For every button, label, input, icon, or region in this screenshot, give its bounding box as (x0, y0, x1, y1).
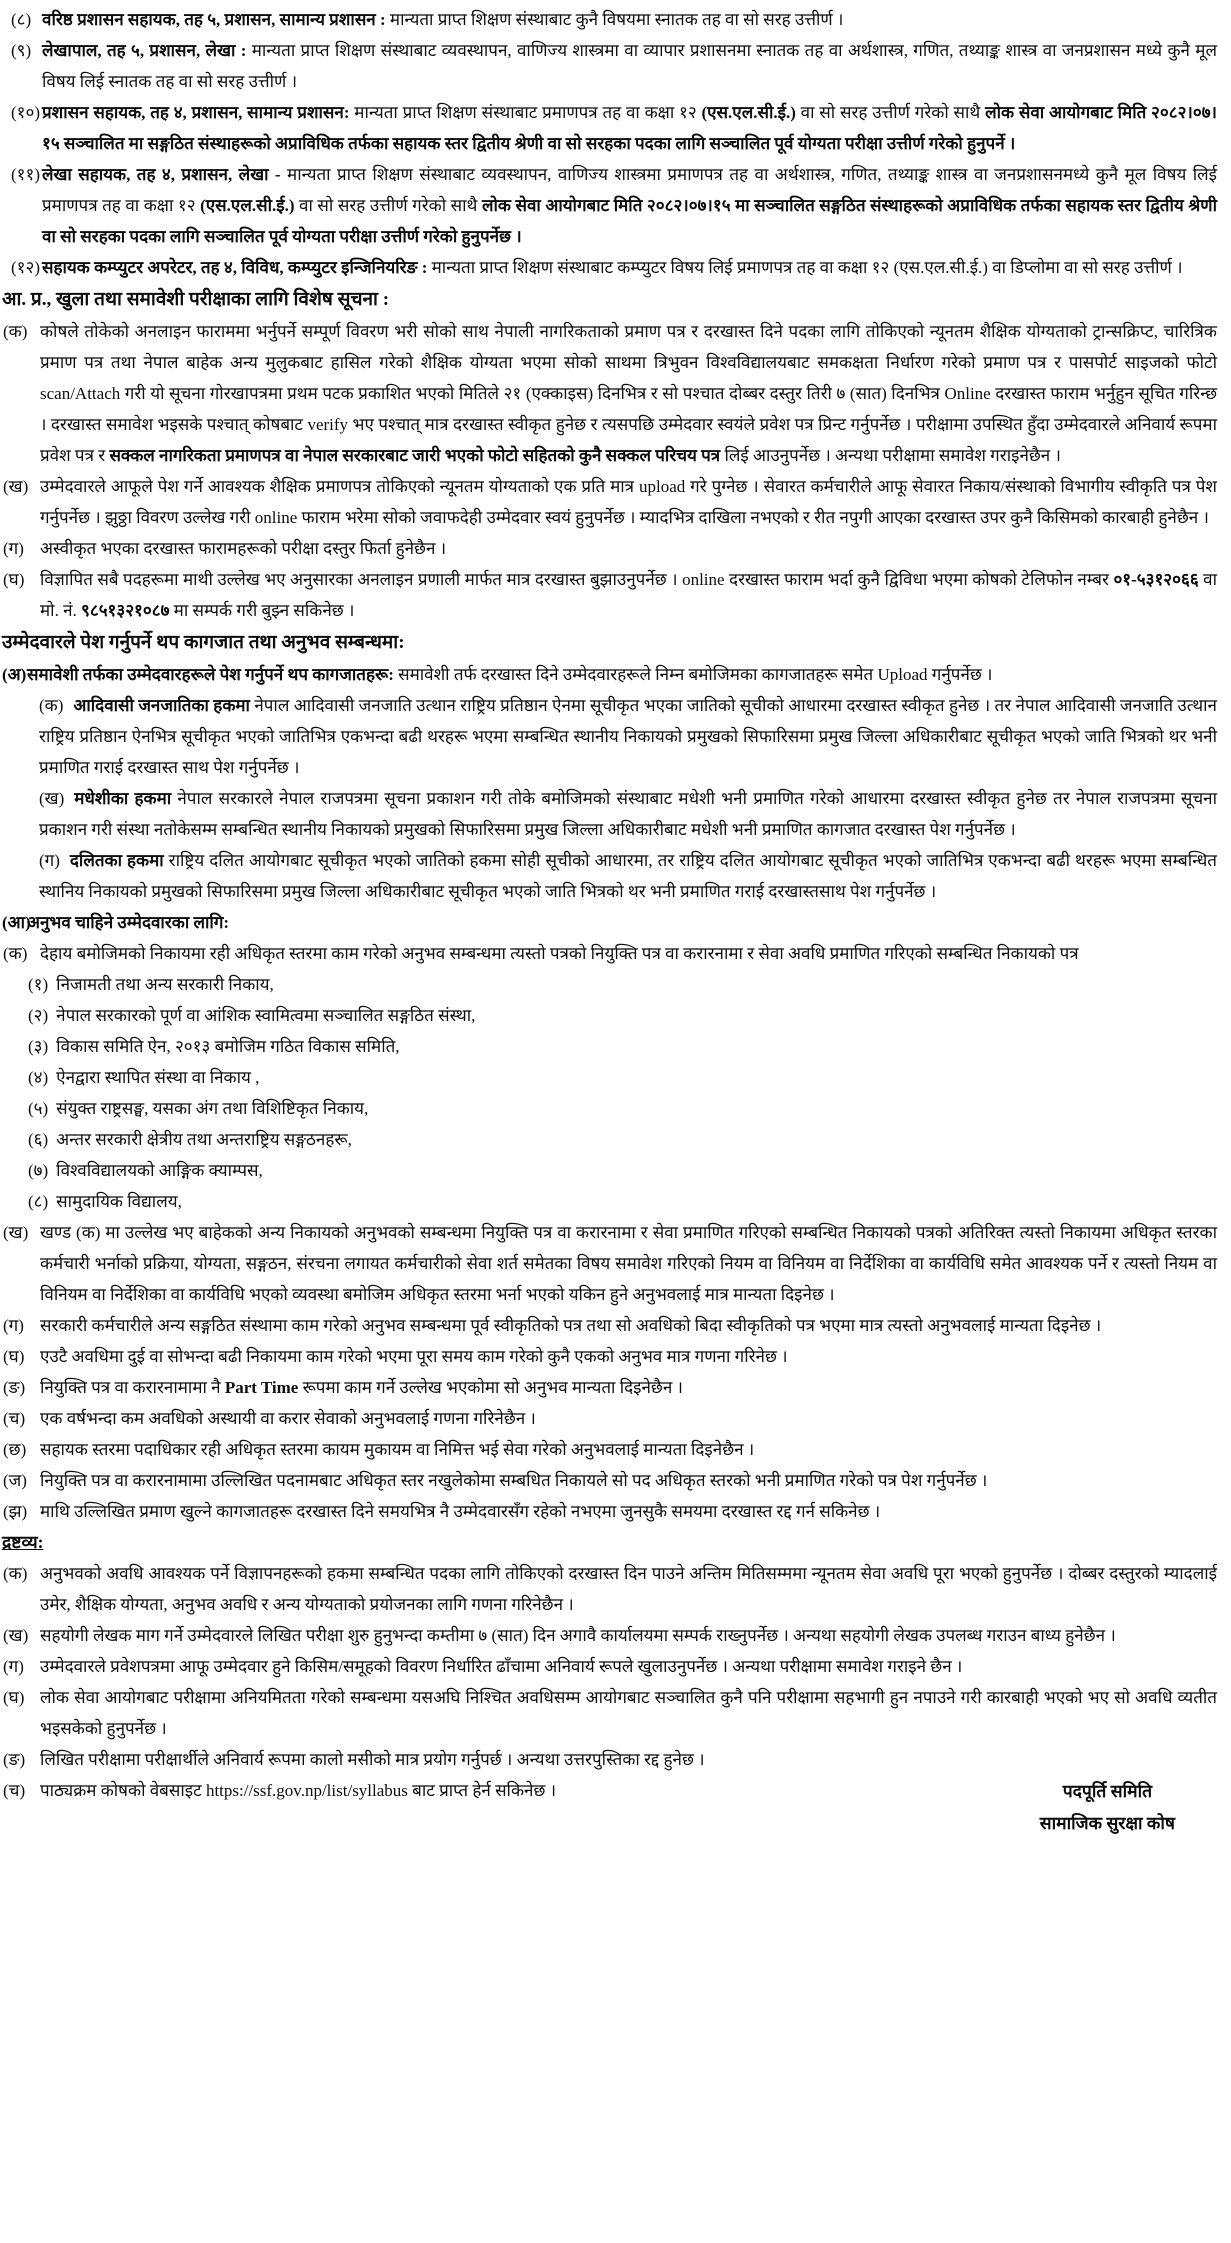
item-marker: (७) (28, 1161, 49, 1180)
list-item (2, 1155, 1217, 1186)
text-run: माथि उल्लिखित प्रमाण खुल्ने कागजातहरू दरखास्त दिने समयभित्र नै उम्मेदवारसँग रहेको नभएमा जुनसुकै समयमा दरखास्त रद्द गर्न सकिनेछ । (40, 1502, 881, 1521)
signature-line-1: पदपूर्ति समिति (1062, 1781, 1153, 1801)
text-run: लोक सेवा आयोगबाट मिति २०८२।०७।१५ सञ्चालित मा सङ्गठित संस्थाहरूको अप्राविधिक तर्फका सहायक स्तर द्वितीय श्रेणी वा सो सरहका पदका लागि सञ्चालित पूर्व योग्यता परीक्षा उत्तीर्ण गरेको हुनुपर्ने । (42, 103, 1217, 153)
text-run: Part Time (224, 1378, 299, 1397)
text-run: सहायक कम्प्युटर अपरेटर, तह ४, विविध, कम्प्युटर इन्जिनियरिङ : (42, 258, 432, 277)
list-item (2, 1093, 1217, 1124)
item-marker: (१२) (11, 258, 41, 277)
item-marker: (६) (28, 1130, 49, 1149)
item-marker: (घ) (3, 570, 25, 589)
text-run: वा मो. नं. (40, 570, 1218, 620)
text-run: मान्यता प्राप्त शिक्षण संस्थाबाट व्यवस्थापन, वाणिज्य शास्त्रमा वा व्यापार प्रशासनमा स्नातक तह वा अर्थशास्त्र, गणित, तथ्याङ्क शास्त्र वा जनप्रशासन मध्ये कुनै मूल विषय लिई स्नातक तह वा सो सरह उत्तीर्ण । (42, 41, 1217, 91)
text-run: लोक सेवा आयोगबाट मिति २०८२।०७।१५ मा सञ्चालित सङ्गठित संस्थाहरूको अप्राविधिक तर्फका सहायक स्तर द्वितीय श्रेणी वा सो सरहका पदका लागि सञ्चालित पूर्व योग्यता परीक्षा उत्तीर्ण गरेको हुनुपर्नेछ । (42, 196, 1217, 246)
text-run: मान्यता प्राप्त शिक्षण संस्थाबाट प्रमाणपत्र तह वा कक्षा १२ (354, 103, 702, 122)
list-item (2, 1651, 1217, 1682)
list-item (2, 659, 1217, 690)
text-run: द्रष्टव्य: (2, 1532, 44, 1552)
list-item (2, 1496, 1217, 1527)
item-marker: (घ) (3, 1688, 25, 1707)
list-item (2, 969, 1217, 1000)
text-run: नेपाल सरकारको पूर्ण वा आंशिक स्वामित्वमा सञ्चालित सङ्गठित संस्था, (56, 1006, 476, 1025)
text-run: लेखापाल, तह ५, प्रशासन, लेखा : (42, 41, 252, 60)
text-run: एउटै अवधिमा दुई वा सोभन्दा बढी निकायमा काम गरेको भएमा पूरा समय काम गरेको कुनै एकको अनुभव मात्र गणना गरिनेछ । (40, 1347, 788, 1366)
text-run: कोषले तोकेको अनलाइन फाराममा भर्नुपर्ने सम्पूर्ण विवरण भरी सोको साथ नेपाली नागरिकताको प्रमाण पत्र र दरखास्त दिने पदका लागि तोकिएको न्यूनतम शैक्षिक योग्यताको ट्रान्सक्रिप्ट, चारित्रिक प्रमाण पत्र तथा नेपाल बाहेक अन्य मुलुकबाट हासिल गरेको शैक्षिक योग्यता भएमा सोको साथमा त्रिभुवन विश्वविद्यालयबाट समकक्षता निर्धारण गरेको प्रमाण पत्र र पासपोर्ट साइजको फोटो scan/Attach गरी यो सूचना गोरखापत्रमा प्रथम पटक प्रकाशित भएको मितिले २१ (एक्काइस) दिनभित्र र सो पश्चात दोब्बर दस्तुर तिरी ७ (सात) दिनभित्र Online दरखास्त फाराम भर्नुहुन सूचित गरिन्छ । दरखास्त समावेश भइसके पश्चात् कोषबाट verify भए पश्चात् मात्र दरखास्त स्वीकृत हुनेछ र त्यसपछि उम्मेदवार स्वयंले प्रवेश पत्र प्रिन्ट गर्नुपर्नेछ । परीक्षामा उपस्थित हुँदा उम्मेदवारले अनिवार्य रूपमा प्रवेश पत्र र (40, 322, 1217, 465)
item-marker: (१०) (11, 103, 41, 122)
text-run: सहयोगी लेखक माग गर्ने उम्मेदवारले लिखित परीक्षा शुरु हुनुभन्दा कम्तीमा ७ (सात) दिन अगावै कार्यालयमा सम्पर्क राख्नुपर्नेछ । अन्यथा सहयोगी लेखक उपलब्ध गराउन बाध्य हुनेछैन । (40, 1626, 1116, 1645)
list-item (2, 1558, 1217, 1620)
text-run: सहायक स्तरमा पदाधिकार रही अधिकृत स्तरमा कायम मुकायम वा निमित्त भई सेवा गरेको अनुभवलाई मान्यता दिइनेछैन । (40, 1440, 755, 1459)
list-item (2, 1310, 1217, 1341)
item-marker: (छ) (3, 1440, 27, 1459)
list-item (2, 938, 1217, 969)
text-run: नेपाल सरकारले नेपाल राजपत्रमा सूचना प्रकाशन गरी तोके बमोजिमको संस्थाबाट मधेशी भनी प्रमाणित गरेको आधारमा दरखास्त स्वीकृत हुनेछ तर नेपाल राजपत्रमा सूचना प्रकाशन गरी संस्था नतोकेसम्म सम्बन्धित स्थानीय निकायको प्रमुखको सिफारिसमा प्रमुख जिल्ला अधिकारीबाट मधेशी भनी प्रमाणित कागजात दरखास्त पेश गर्नुपर्नेछ । (39, 789, 1217, 839)
text-run: एक वर्षभन्दा कम अवधिको अस्थायी वा करार सेवाको अनुभवलाई गणना गरिनेछैन । (40, 1409, 536, 1428)
item-marker: (८) (28, 1192, 49, 1211)
list-item (2, 252, 1217, 283)
text-run: अन्तर सरकारी क्षेत्रीय तथा अन्तराष्ट्रिय सङ्गठनहरू, (56, 1130, 352, 1149)
list-item (2, 783, 1217, 845)
item-marker: (११) (11, 165, 41, 184)
item-marker: (ग) (3, 1316, 24, 1335)
item-marker: (ख) (3, 1223, 29, 1242)
text-run: संयुक्त राष्ट्रसङ्घ, यसका अंग तथा विशिष्टिकृत निकाय, (56, 1099, 369, 1118)
item-marker: (ख) (3, 477, 29, 496)
text-run: पाठ्यक्रम कोषको वेबसाइट (40, 1781, 206, 1800)
text-run: नियुक्ति पत्र वा करारनामामा उल्लिखित पदनामबाट अधिकृत स्तर नखुलेकोमा सम्बधित निकायले सो पद अधिकृत स्तरको भनी प्रमाणित गरेको पत्र पेश गर्नुपर्नेछ । (40, 1471, 988, 1490)
list-item (2, 1124, 1217, 1155)
item-marker: (५) (28, 1099, 49, 1118)
item-marker: (८) (11, 10, 32, 29)
item-marker: (ङ) (3, 1378, 26, 1397)
syllabus-url: https://ssf.gov.np/list/syllabus (205, 1781, 408, 1800)
item-marker: (झ) (3, 1502, 28, 1521)
list-item (2, 1031, 1217, 1062)
list-item (2, 1434, 1217, 1465)
text-run: सरकारी कर्मचारीले अन्य सङ्गठित संस्थामा काम गरेको अनुभव सम्बन्धमा पूर्व स्वीकृतिको पत्र तथा सो अवधिको बिदा स्वीकृतिको पत्र भएमा मात्र त्यस्तो अनुभवलाई मान्यता दिइनेछ । (40, 1316, 1102, 1335)
text-run: (एस.एल.सी.ई.) (701, 103, 796, 122)
item-marker: (ग) (3, 539, 24, 558)
text-run: मान्यता प्राप्त शिक्षण संस्थाबाट कम्प्युटर विषय लिई प्रमाणपत्र तह वा कक्षा १२ (एस.एल.सी.ई.) वा डिप्लोमा वा सो सरह उत्तीर्ण । (431, 258, 1183, 277)
list-item (2, 471, 1217, 533)
section-heading (2, 626, 1217, 659)
item-marker: (९) (11, 41, 32, 60)
list-item (2, 159, 1217, 252)
item-marker: (ख) (3, 1626, 29, 1645)
item-marker: (आ) (2, 913, 31, 932)
list-item (2, 1620, 1217, 1651)
list-item (2, 1465, 1217, 1496)
list-item (2, 1341, 1217, 1372)
text-run: नेपाल आदिवासी जनजाति उत्थान राष्ट्रिय प्रतिष्ठान ऐनमा सूचीकृत भएका जातिको सूचीको आधारमा दरखास्त स्वीकृत हुनेछ । तर नेपाल आदिवासी जनजाति उत्थान राष्ट्रिय प्रतिष्ठान ऐनभित्र सूचीकृत भएको जातिभित्र एकभन्दा बढी थरहरू भएमा सम्बन्धित स्थानीय निकायको प्रमुखको सिफारिसमा प्रमुख जिल्ला अधिकारीबाट सूचीकृत भएको जाति भित्रको थर भनी प्रमाणित गराई दरखास्त साथ पेश गर्नुपर्नेछ । (39, 696, 1217, 777)
text-run: अनुभवको अवधि आवश्यक पर्ने विज्ञापनहरूको हकमा सम्बन्धित पदका लागि तोकिएको दरखास्त दिन पाउने अन्तिम मितिसम्ममा न्यूनतम सेवा अवधि पूरा भएको हुनुपर्नेछ । दोब्बर दस्तुरको म्यादलाई उमेर, शैक्षिक योग्यता, अनुभव अवधि र अन्य योग्यताको प्रयोजनका लागि गणना गरिनेछैन । (40, 1564, 1217, 1614)
text-run: लोक सेवा आयोगबाट परीक्षामा अनियमितता गरेको सम्बन्धमा यसअघि निश्चित अवधिसम्म आयोगबाट सञ्चालित कुनै पनि परीक्षामा सहभागी हुन नपाउने गरी कारबाही भएको भए सो अवधि व्यतीत भइसकेको हुनुपर्नेछ । (40, 1688, 1217, 1738)
text-run: प्रशासन सहायक, तह ४, प्रशासन, सामान्य प्रशासन: (42, 103, 355, 122)
text-run: वा सो सरह उत्तीर्ण गरेको साथै (795, 103, 986, 122)
text-run: मधेशीका हकमा (74, 789, 178, 808)
item-marker: (ख) (39, 789, 65, 808)
text-run: रूपमा काम गर्ने उल्लेख भएकोमा सो अनुभव मान्यता दिइनेछैन । (298, 1378, 683, 1397)
list-item (2, 1775, 1217, 1806)
item-marker: (क) (3, 1564, 28, 1583)
list-item (2, 907, 1217, 938)
text-run: विकास समिति ऐन, २०१३ बमोजिम गठित विकास समिति, (56, 1037, 400, 1056)
item-marker: (च) (3, 1781, 26, 1800)
item-marker: (ज) (3, 1471, 27, 1490)
section-heading (2, 283, 1217, 316)
text-run: लेखा सहायक, तह ४, प्रशासन, लेखा - (42, 165, 288, 184)
list-item (2, 845, 1217, 907)
list-item (2, 1403, 1217, 1434)
text-run: समावेशी तर्फ दरखास्त दिने उम्मेदवारहरूले निम्न बमोजिमका कागजातहरू समेत Upload गर्नुपर्नेछ । (398, 665, 993, 684)
text-run: नियुक्ति पत्र वा करारनामामा नै (40, 1378, 225, 1397)
item-marker: (ङ) (3, 1750, 26, 1769)
item-marker: (१) (28, 975, 49, 994)
item-marker: (४) (28, 1068, 49, 1087)
item-marker: (३) (28, 1037, 49, 1056)
text-run: मा सम्पर्क गरी बुझ्न सकिनेछ । (169, 601, 355, 620)
text-run: उम्मेदवारले प्रवेशपत्रमा आफू उम्मेदवार हुने किसिम/समूहको विवरण निर्धारित ढाँचामा अनिवार्य रूपले खुलाउनुपर्नेछ । अन्यथा परीक्षामा समावेश गराइने छैन । (40, 1657, 963, 1676)
list-item (2, 4, 1217, 35)
text-run: लिई आउनुपर्नेछ । अन्यथा परीक्षामा समावेश गराइनेछैन । (720, 446, 1061, 465)
text-run: आ. प्र., खुला तथा समावेशी परीक्षाका लागि विशेष सूचना : (2, 289, 390, 310)
signature-line-2: सामाजिक सुरक्षा कोष (1039, 1813, 1175, 1833)
text-run: आदिवासी जनजातिका हकमा (73, 696, 255, 715)
text-run: देहाय बमोजिमको निकायमा रही अधिकृत स्तरमा काम गरेको अनुभव सम्बन्धमा त्यस्तो पत्रको नियुक्ति पत्र वा करारनामा र सेवा अवधि प्रमाणित गरिएको सम्बन्धित निकायको पत्र (40, 944, 1079, 963)
list-item (2, 1372, 1217, 1403)
list-item (2, 1744, 1217, 1775)
text-run: विज्ञापित सबै पदहरूमा माथी उल्लेख भए अनुसारका अनलाइन प्रणाली मार्फत मात्र दरखास्त बुझाउनुपर्नेछ । online दरखास्त फाराम भर्दा कुनै द्विविधा भएमा कोषको टेलिफोन नम्बर (40, 570, 1114, 589)
item-marker: (क) (39, 696, 64, 715)
text-run: मान्यता प्राप्त शिक्षण संस्थाबाट व्यवस्थापन, वाणिज्य शास्त्रमा प्रमाणपत्र तह वा अर्थशास्त्र, गणित, तथ्याङ्क शास्त्र वा जनप्रशासनमध्ये कुनै मूल विषय लिई प्रमाणपत्र तह वा कक्षा १२ (42, 165, 1218, 215)
item-marker: (च) (3, 1409, 26, 1428)
text-run: सामुदायिक विद्यालय, (56, 1192, 182, 1211)
list-item (2, 35, 1217, 97)
item-marker: (२) (28, 1006, 49, 1025)
item-marker: (अ) (2, 665, 27, 684)
text-run: वा सो सरह उत्तीर्ण गरेको साथै (294, 196, 482, 215)
text-run: उम्मेदवारले पेश गर्नुपर्ने थप कागजात तथा अनुभव सम्बन्धमा: (2, 632, 405, 653)
item-marker: (ग) (3, 1657, 24, 1676)
list-item (2, 533, 1217, 564)
text-run: (एस.एल.सी.ई.) (200, 196, 295, 215)
list-item (2, 1217, 1217, 1310)
text-run: मान्यता प्राप्त शिक्षण संस्थाबाट कुनै विषयमा स्नातक तह वा सो सरह उत्तीर्ण । (389, 10, 844, 29)
text-run: अनुभव चाहिने उम्मेदवारका लागि: (27, 913, 230, 932)
item-marker: (घ) (3, 1347, 25, 1366)
text-run: राष्ट्रिय दलित आयोगबाट सूचीकृत भएको जातिको हकमा सोही सूचीको आधारमा, तर राष्ट्रिय दलित आयोगबाट सूचीकृत भएको जातिभित्र एकभन्दा बढी थरहरू भएमा सम्बन्धित स्थानिय निकायको प्रमुखको सिफारिसमा प्रमुख जिल्ला अधिकारीबाट सूचीकृत भएको जाति भित्रको थर भनी प्रमाणित गराई दरखास्तसाथ पेश गर्नुपर्नेछ । (39, 851, 1217, 901)
text-run: दलितका हकमा (69, 851, 169, 870)
text-run: उम्मेदवारले आफूले पेश गर्ने आवश्यक शैक्षिक प्रमाणपत्र तोकिएको न्यूनतम योग्यताको एक प्रति मात्र upload गरे पुग्नेछ । सेवारत कर्मचारीले आफू सेवारत निकाय/संस्थाको विभागीय स्वीकृति पत्र पेश गर्नुपर्नेछ । झुठ्ठा विवरण उल्लेख गरी online फाराम भरेमा सोको जवाफदेही उम्मेदवार स्वयं हुनुपर्नेछ । म्यादभित्र दाखिला नभएको र रीत नपुगी आएका दरखास्त उपर कुनै किसिमको कारबाही हुनेछैन । (40, 477, 1217, 527)
list-item (2, 690, 1217, 783)
item-marker: (ग) (39, 851, 60, 870)
list-item (2, 1682, 1217, 1744)
list-item (2, 564, 1217, 626)
text-run: सक्कल नागरिकता प्रमाणपत्र वा नेपाल सरकारबाट जारी भएको फोटो सहितको कुनै सक्कल परिचय पत्र (109, 446, 721, 465)
list-item (2, 1062, 1217, 1093)
item-marker: (क) (3, 322, 28, 341)
text-run: वरिष्ठ प्रशासन सहायक, तह ५, प्रशासन, सामान्य प्रशासन : (42, 10, 390, 29)
list-item (2, 97, 1217, 159)
text-run: ९८५१३२१०८७ (81, 601, 170, 620)
list-item (2, 1186, 1217, 1217)
note-heading (2, 1527, 1217, 1558)
text-run: लिखित परीक्षामा परीक्षार्थीले अनिवार्य रूपमा कालो मसीको मात्र प्रयोग गर्नुपर्छ । अन्यथा उत्तरपुस्तिका रद्द हुनेछ । (40, 1750, 705, 1769)
item-marker: (क) (3, 944, 28, 963)
text-run: अस्वीकृत भएका दरखास्त फारामहरूको परीक्षा दस्तुर फिर्ता हुनेछैन । (40, 539, 447, 558)
text-run: निजामती तथा अन्य सरकारी निकाय, (56, 975, 274, 994)
text-run: खण्ड (क) मा उल्लेख भए बाहेकको अन्य निकायको अनुभवको सम्बन्धमा नियुक्ति पत्र वा करारनामा र सेवा प्रमाणित गरिएको सम्बन्धित निकायको पत्रको अतिरिक्त त्यस्तो निकायमा अधिकृत स्तरका कर्मचारी भर्नाको प्रक्रिया, योग्यता, सङ्गठन, संरचना लगायत कर्मचारीको सेवा शर्त समेतका विषय समावेश गरिएको नियम वा विनियम वा निर्देशिका वा कार्यविधि समेत आवश्यक पर्ने र त्यस्तो नियम वा विनियम वा निर्देशिका वा कार्यविधि भएको व्यवस्था बमोजिम अधिकृत स्तरमा भर्ना भएको यकिन हुने अनुभवलाई मात्र मान्यता दिइनेछ । (40, 1223, 1217, 1304)
text-run: विश्वविद्यालयको आङ्गिक क्याम्पस, (56, 1161, 263, 1180)
text-run: समावेशी तर्फका उम्मेदवारहरूले पेश गर्नुपर्ने थप कागजातहरू: (27, 665, 399, 684)
list-item (2, 1000, 1217, 1031)
list-item (2, 316, 1217, 471)
text-run: ०१-५३१२०६६ (1113, 570, 1199, 589)
text-run: ऐनद्वारा स्थापित संस्था वा निकाय , (56, 1068, 260, 1087)
text-run: बाट प्राप्त हेर्न सकिनेछ । (407, 1781, 557, 1800)
